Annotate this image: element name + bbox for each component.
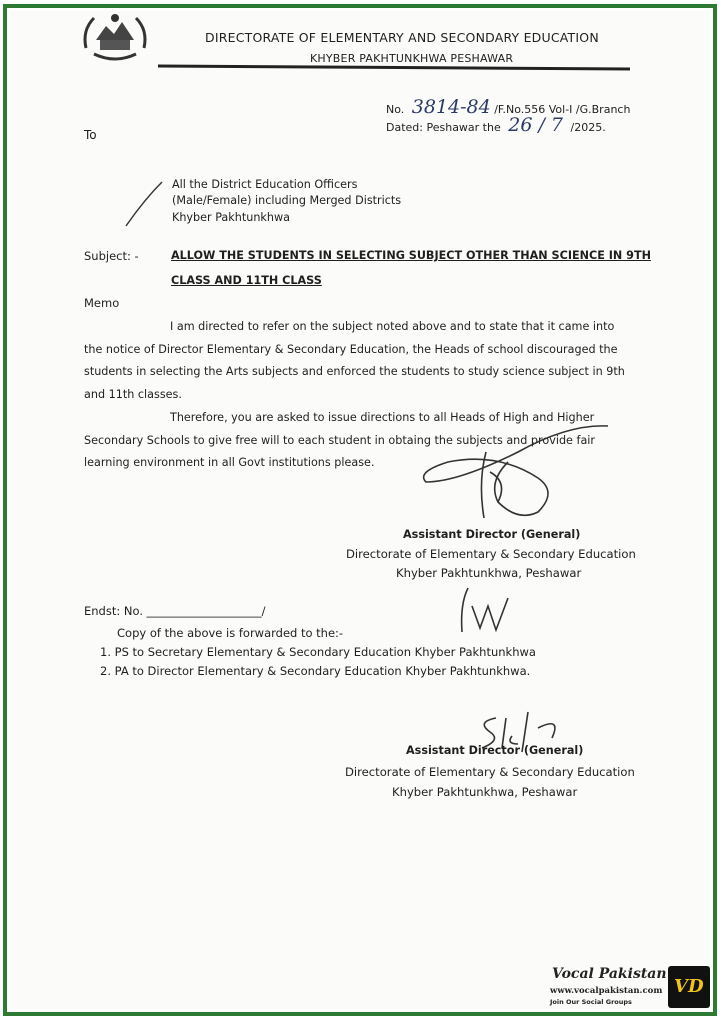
letterhead-line-1: DIRECTORATE OF ELEMENTARY AND SECONDARY EDUCATION xyxy=(205,30,599,45)
endorsement-blank: ____________________/ xyxy=(146,604,266,618)
subject-label: Subject: - xyxy=(84,249,139,263)
signature-2-org: Directorate of Elementary & Secondary Education xyxy=(345,765,635,779)
watermark-join-text: Join Our Social Groups xyxy=(550,998,632,1006)
signature-1-title: Assistant Director (General) xyxy=(403,528,581,541)
reference-file-no: /F.No.556 Vol-I /G.Branch xyxy=(494,103,631,116)
memo-label: Memo xyxy=(84,296,120,310)
body-line-2: the notice of Director Elementary & Secondary Education, the Heads of school discouraged the xyxy=(84,343,618,356)
endorsement-number xyxy=(84,604,266,618)
body-line-3: students in selecting the Arts subjects and enforced the students to study science subject in 9th xyxy=(84,365,625,378)
subject-line-1: ALLOW THE STUDENTS IN SELECTING SUBJECT OTHER THAN SCIENCE IN 9TH xyxy=(171,249,651,262)
addressee-line-1: All the District Education Officers xyxy=(172,178,358,191)
addressee-line-3: Khyber Pakhtunkhwa xyxy=(172,211,290,224)
addressee-pen-stroke xyxy=(122,178,166,230)
watermark-badge-text: VD xyxy=(674,976,704,997)
watermark-badge xyxy=(668,966,710,1008)
signature-2-title: Assistant Director (General) xyxy=(406,744,584,757)
body-line-6: Secondary Schools to give free will to each student in obtaing the subjects and provide fair xyxy=(84,434,596,447)
body-line-4: and 11th classes. xyxy=(84,388,182,401)
initials-mark xyxy=(454,584,524,636)
copy-recipient-1: 1. PS to Secretary Elementary & Secondary Education Khyber Pakhtunkhwa xyxy=(100,645,536,659)
body-line-7: learning environment in all Govt institutions please. xyxy=(84,456,375,469)
reference-no-handwritten: 3814-84 xyxy=(411,96,491,118)
copy-forwarded-text: Copy of the above is forwarded to the:- xyxy=(117,626,344,640)
signature-2-location: Khyber Pakhtunkhwa, Peshawar xyxy=(392,785,578,799)
to-label: To xyxy=(84,128,97,142)
date-year: /2025. xyxy=(570,121,606,134)
signature-1-org: Directorate of Elementary & Secondary Education xyxy=(346,547,636,561)
watermark-url: www.vocalpakistan.com xyxy=(550,986,663,996)
letterhead-line-2: KHYBER PAKHTUNKHWA PESHAWAR xyxy=(310,52,514,65)
signature-1-location: Khyber Pakhtunkhwa, Peshawar xyxy=(396,566,582,580)
reference-no-label: No. xyxy=(386,103,405,116)
kp-emblem-logo xyxy=(80,10,150,65)
copy-recipient-2: 2. PA to Director Elementary & Secondary Education Khyber Pakhtunkhwa. xyxy=(100,664,531,678)
reference-date xyxy=(386,114,606,136)
endorsement-label: Endst: No. xyxy=(84,604,143,618)
body-line-1: I am directed to refer on the subject noted above and to state that it came into xyxy=(170,320,615,333)
subject-line-2: CLASS AND 11TH CLASS xyxy=(171,274,322,287)
addressee-line-2: (Male/Female) including Merged Districts xyxy=(172,194,402,207)
watermark-title: Vocal Pakistan xyxy=(552,966,667,982)
body-line-5: Therefore, you are asked to issue directions to all Heads of High and Higher xyxy=(170,411,595,424)
signature-1 xyxy=(418,422,618,526)
date-handwritten: 26 / 7 xyxy=(508,114,563,136)
vocal-pakistan-watermark xyxy=(548,964,712,1012)
date-label: Dated: Peshawar the xyxy=(386,121,501,134)
